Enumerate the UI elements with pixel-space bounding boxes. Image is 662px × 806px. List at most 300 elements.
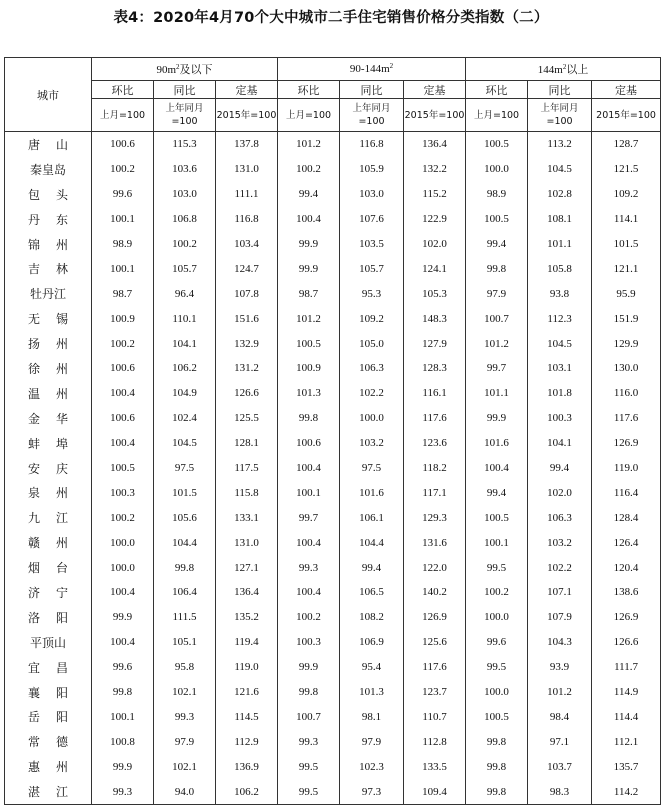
column-header-yoy: 同比 (154, 81, 216, 99)
price-index-table (4, 57, 661, 805)
city-name: 包头 (5, 182, 92, 207)
base-period-label: 上月=100 (466, 99, 528, 132)
index-value: 100.4 (466, 456, 528, 481)
table-row (5, 431, 661, 456)
index-value: 101.3 (278, 381, 340, 406)
table-row (5, 232, 661, 257)
index-value: 101.6 (466, 431, 528, 456)
index-value: 100.2 (466, 580, 528, 605)
index-value: 116.8 (216, 207, 278, 232)
table-row (5, 281, 661, 306)
index-value: 105.0 (340, 331, 404, 356)
index-value: 99.8 (278, 406, 340, 431)
index-value: 99.6 (92, 655, 154, 680)
index-value: 151.6 (216, 306, 278, 331)
index-value: 126.9 (592, 431, 661, 456)
city-name: 无锡 (5, 306, 92, 331)
index-value: 117.6 (404, 655, 466, 680)
index-value: 101.1 (528, 232, 592, 257)
index-value: 100.7 (466, 306, 528, 331)
index-value: 99.5 (278, 754, 340, 779)
index-value: 136.4 (404, 132, 466, 157)
index-value: 106.4 (154, 580, 216, 605)
index-value: 116.4 (592, 480, 661, 505)
index-value: 100.5 (466, 704, 528, 729)
index-value: 100.3 (278, 630, 340, 655)
city-name: 常德 (5, 729, 92, 754)
index-value: 119.4 (216, 630, 278, 655)
index-value: 122.9 (404, 207, 466, 232)
index-value: 100.6 (278, 431, 340, 456)
index-value: 100.0 (466, 680, 528, 705)
table-title: 表4：2020年4月70个大中城市二手住宅销售价格分类指数（二） (113, 10, 549, 26)
index-value: 102.3 (340, 754, 404, 779)
index-value: 99.4 (278, 182, 340, 207)
index-value: 131.0 (216, 157, 278, 182)
index-value: 106.1 (340, 505, 404, 530)
index-value: 99.7 (466, 356, 528, 381)
index-value: 103.6 (154, 157, 216, 182)
index-value: 111.1 (216, 182, 278, 207)
city-name: 惠州 (5, 754, 92, 779)
index-value: 114.1 (592, 207, 661, 232)
index-value: 135.7 (592, 754, 661, 779)
index-value: 100.9 (278, 356, 340, 381)
index-value: 100.0 (340, 406, 404, 431)
index-value: 100.2 (154, 232, 216, 257)
index-value: 97.5 (340, 456, 404, 481)
index-value: 100.5 (466, 132, 528, 157)
index-value: 99.8 (278, 680, 340, 705)
index-value: 99.4 (340, 555, 404, 580)
index-value: 100.0 (92, 555, 154, 580)
city-name: 牡丹江 (5, 281, 92, 306)
index-value: 100.1 (92, 207, 154, 232)
index-value: 107.6 (340, 207, 404, 232)
index-value: 112.8 (404, 729, 466, 754)
table-row (5, 356, 661, 381)
index-value: 112.3 (528, 306, 592, 331)
index-value: 95.4 (340, 655, 404, 680)
base-period-label: 上年同月=100 (154, 99, 216, 132)
index-value: 102.4 (154, 406, 216, 431)
index-value: 99.5 (466, 555, 528, 580)
group-header-medium: $90-144m^2$ (278, 58, 466, 81)
index-value: 126.9 (404, 605, 466, 630)
city-name: 安庆 (5, 456, 92, 481)
index-value: 100.1 (92, 256, 154, 281)
index-value: 100.0 (466, 605, 528, 630)
table-row (5, 530, 661, 555)
index-value: 136.4 (216, 580, 278, 605)
index-value: 99.5 (466, 655, 528, 680)
index-value: 116.0 (592, 381, 661, 406)
index-value: 101.1 (466, 381, 528, 406)
index-value: 106.2 (154, 356, 216, 381)
index-value: 97.9 (340, 729, 404, 754)
index-value: 93.9 (528, 655, 592, 680)
index-value: 106.3 (528, 505, 592, 530)
index-value: 128.3 (404, 356, 466, 381)
index-value: 99.3 (278, 729, 340, 754)
city-name: 蚌埠 (5, 431, 92, 456)
index-value: 103.1 (528, 356, 592, 381)
index-value: 101.6 (340, 480, 404, 505)
index-value: 99.4 (528, 456, 592, 481)
index-value: 109.4 (404, 779, 466, 804)
index-value: 99.8 (154, 555, 216, 580)
index-value: 99.8 (466, 729, 528, 754)
index-value: 131.6 (404, 530, 466, 555)
index-value: 99.8 (466, 256, 528, 281)
index-value: 100.2 (278, 605, 340, 630)
column-header-base: 定基 (216, 81, 278, 99)
index-value: 129.3 (404, 505, 466, 530)
index-value: 100.6 (92, 356, 154, 381)
index-value: 119.0 (216, 655, 278, 680)
index-value: 100.2 (278, 157, 340, 182)
table-row (5, 779, 661, 804)
index-value: 121.5 (592, 157, 661, 182)
city-name: 唐山 (5, 132, 92, 157)
city-name: 吉林 (5, 256, 92, 281)
table-row (5, 406, 661, 431)
index-value: 128.4 (592, 505, 661, 530)
index-value: 101.2 (278, 132, 340, 157)
index-value: 100.4 (278, 207, 340, 232)
index-value: 99.9 (466, 406, 528, 431)
index-value: 102.0 (404, 232, 466, 257)
index-value: 102.0 (528, 480, 592, 505)
table-row (5, 729, 661, 754)
city-name: 湛江 (5, 779, 92, 804)
index-value: 115.3 (154, 132, 216, 157)
index-value: 137.8 (216, 132, 278, 157)
city-name: 烟台 (5, 555, 92, 580)
index-value: 127.1 (216, 555, 278, 580)
index-value: 117.6 (404, 406, 466, 431)
index-value: 98.3 (528, 779, 592, 804)
index-value: 99.8 (92, 680, 154, 705)
index-value: 126.4 (592, 530, 661, 555)
index-value: 126.9 (592, 605, 661, 630)
index-value: 124.1 (404, 256, 466, 281)
index-value: 97.9 (466, 281, 528, 306)
index-value: 100.0 (466, 157, 528, 182)
index-value: 104.1 (154, 331, 216, 356)
index-value: 103.4 (216, 232, 278, 257)
index-value: 110.1 (154, 306, 216, 331)
index-value: 98.7 (278, 281, 340, 306)
index-value: 104.5 (154, 431, 216, 456)
city-name: 洛阳 (5, 605, 92, 630)
index-value: 96.4 (154, 281, 216, 306)
index-value: 105.1 (154, 630, 216, 655)
index-value: 107.1 (528, 580, 592, 605)
index-value: 99.6 (92, 182, 154, 207)
index-value: 104.9 (154, 381, 216, 406)
table-row (5, 680, 661, 705)
index-value: 98.1 (340, 704, 404, 729)
index-value: 99.7 (278, 505, 340, 530)
index-value: 109.2 (592, 182, 661, 207)
index-value: 100.5 (466, 207, 528, 232)
index-value: 129.9 (592, 331, 661, 356)
index-value: 108.2 (340, 605, 404, 630)
index-value: 99.9 (278, 655, 340, 680)
index-value: 99.4 (466, 232, 528, 257)
index-value: 93.8 (528, 281, 592, 306)
index-value: 100.4 (92, 580, 154, 605)
index-value: 112.9 (216, 729, 278, 754)
index-value: 100.4 (278, 456, 340, 481)
index-value: 100.0 (92, 530, 154, 555)
column-header-base: 定基 (404, 81, 466, 99)
index-value: 102.1 (154, 680, 216, 705)
index-value: 111.5 (154, 605, 216, 630)
index-value: 102.8 (528, 182, 592, 207)
index-value: 105.8 (528, 256, 592, 281)
city-name: 秦皇岛 (5, 157, 92, 182)
index-value: 110.7 (404, 704, 466, 729)
city-column-header: 城市 (5, 58, 92, 132)
index-value: 99.3 (92, 779, 154, 804)
index-value: 97.1 (528, 729, 592, 754)
index-value: 116.1 (404, 381, 466, 406)
index-value: 117.6 (592, 406, 661, 431)
index-value: 132.2 (404, 157, 466, 182)
index-value: 112.1 (592, 729, 661, 754)
group-header-small: $90m^2$及以下 (92, 58, 278, 81)
index-value: 109.2 (340, 306, 404, 331)
city-name: 金华 (5, 406, 92, 431)
city-name: 济宁 (5, 580, 92, 605)
index-value: 103.0 (340, 182, 404, 207)
index-value: 105.7 (340, 256, 404, 281)
city-name: 丹东 (5, 207, 92, 232)
index-value: 99.3 (278, 555, 340, 580)
city-name: 平顶山 (5, 630, 92, 655)
index-value: 98.9 (92, 232, 154, 257)
table-row (5, 157, 661, 182)
index-value: 128.1 (216, 431, 278, 456)
index-value: 99.6 (466, 630, 528, 655)
index-value: 104.5 (528, 157, 592, 182)
index-value: 98.7 (92, 281, 154, 306)
table-row (5, 381, 661, 406)
index-value: 136.9 (216, 754, 278, 779)
index-value: 131.0 (216, 530, 278, 555)
index-value: 98.9 (466, 182, 528, 207)
index-value: 111.7 (592, 655, 661, 680)
index-value: 117.5 (216, 456, 278, 481)
index-value: 124.7 (216, 256, 278, 281)
city-name: 宜昌 (5, 655, 92, 680)
city-name: 徐州 (5, 356, 92, 381)
index-value: 108.1 (528, 207, 592, 232)
index-value: 130.0 (592, 356, 661, 381)
index-value: 100.3 (92, 480, 154, 505)
index-value: 107.8 (216, 281, 278, 306)
column-header-base: 定基 (592, 81, 661, 99)
index-value: 103.5 (340, 232, 404, 257)
city-name: 岳阳 (5, 704, 92, 729)
index-value: 105.7 (154, 256, 216, 281)
index-value: 121.1 (592, 256, 661, 281)
index-value: 99.8 (466, 779, 528, 804)
index-value: 97.3 (340, 779, 404, 804)
index-value: 100.4 (92, 630, 154, 655)
index-value: 100.1 (278, 480, 340, 505)
index-value: 100.6 (92, 132, 154, 157)
index-value: 95.9 (592, 281, 661, 306)
index-value: 120.4 (592, 555, 661, 580)
index-value: 114.9 (592, 680, 661, 705)
index-value: 100.1 (466, 530, 528, 555)
index-value: 114.4 (592, 704, 661, 729)
index-value: 121.6 (216, 680, 278, 705)
index-value: 103.2 (528, 530, 592, 555)
index-value: 101.5 (154, 480, 216, 505)
index-value: 123.7 (404, 680, 466, 705)
index-value: 105.6 (154, 505, 216, 530)
table-row (5, 754, 661, 779)
city-name: 赣州 (5, 530, 92, 555)
index-value: 104.4 (154, 530, 216, 555)
index-value: 117.1 (404, 480, 466, 505)
index-value: 99.9 (278, 232, 340, 257)
index-value: 101.2 (278, 306, 340, 331)
index-value: 104.4 (340, 530, 404, 555)
table-row (5, 207, 661, 232)
column-header-yoy: 同比 (528, 81, 592, 99)
city-name: 锦州 (5, 232, 92, 257)
table-row (5, 630, 661, 655)
index-value: 99.8 (466, 754, 528, 779)
index-value: 100.5 (92, 456, 154, 481)
table-row (5, 256, 661, 281)
index-value: 100.5 (278, 331, 340, 356)
index-value: 100.8 (92, 729, 154, 754)
index-value: 132.9 (216, 331, 278, 356)
table-row (5, 182, 661, 207)
index-value: 99.9 (92, 605, 154, 630)
base-period-label: 上年同月=100 (528, 99, 592, 132)
base-period-label: 2015年=100 (404, 99, 466, 132)
index-value: 99.9 (278, 256, 340, 281)
base-period-label: 2015年=100 (592, 99, 661, 132)
index-value: 128.7 (592, 132, 661, 157)
column-header-mom: 环比 (92, 81, 154, 99)
index-value: 135.2 (216, 605, 278, 630)
index-value: 99.9 (92, 754, 154, 779)
column-header-mom: 环比 (278, 81, 340, 99)
index-value: 95.8 (154, 655, 216, 680)
table-row (5, 580, 661, 605)
group-header-large: $144m^2$以上 (466, 58, 661, 81)
index-value: 99.3 (154, 704, 216, 729)
table-row (5, 505, 661, 530)
index-value: 100.1 (92, 704, 154, 729)
index-value: 105.9 (340, 157, 404, 182)
index-value: 116.8 (340, 132, 404, 157)
index-value: 105.3 (404, 281, 466, 306)
index-value: 100.7 (278, 704, 340, 729)
index-value: 118.2 (404, 456, 466, 481)
index-value: 138.6 (592, 580, 661, 605)
index-value: 94.0 (154, 779, 216, 804)
index-value: 123.6 (404, 431, 466, 456)
index-value: 103.0 (154, 182, 216, 207)
index-value: 101.2 (466, 331, 528, 356)
table-row (5, 132, 661, 157)
index-value: 97.9 (154, 729, 216, 754)
table-row (5, 655, 661, 680)
index-value: 100.2 (92, 331, 154, 356)
index-value: 140.2 (404, 580, 466, 605)
table-row (5, 456, 661, 481)
table-row (5, 480, 661, 505)
index-value: 100.4 (278, 530, 340, 555)
index-value: 114.2 (592, 779, 661, 804)
index-value: 113.2 (528, 132, 592, 157)
index-value: 106.3 (340, 356, 404, 381)
index-value: 125.6 (404, 630, 466, 655)
index-value: 99.4 (466, 480, 528, 505)
index-value: 106.8 (154, 207, 216, 232)
index-value: 104.1 (528, 431, 592, 456)
column-header-yoy: 同比 (340, 81, 404, 99)
index-value: 103.2 (340, 431, 404, 456)
index-value: 102.2 (340, 381, 404, 406)
index-value: 126.6 (216, 381, 278, 406)
index-value: 106.2 (216, 779, 278, 804)
table-row (5, 605, 661, 630)
index-value: 106.9 (340, 630, 404, 655)
index-value: 107.9 (528, 605, 592, 630)
index-value: 100.4 (278, 580, 340, 605)
city-name: 九江 (5, 505, 92, 530)
base-period-label: 上月=100 (92, 99, 154, 132)
index-value: 102.2 (528, 555, 592, 580)
index-value: 133.5 (404, 754, 466, 779)
index-value: 148.3 (404, 306, 466, 331)
index-value: 115.8 (216, 480, 278, 505)
index-value: 114.5 (216, 704, 278, 729)
index-value: 151.9 (592, 306, 661, 331)
city-name: 襄阳 (5, 680, 92, 705)
index-value: 100.2 (92, 505, 154, 530)
base-period-label: 上年同月=100 (340, 99, 404, 132)
index-value: 106.5 (340, 580, 404, 605)
index-value: 119.0 (592, 456, 661, 481)
index-value: 131.2 (216, 356, 278, 381)
index-value: 115.2 (404, 182, 466, 207)
index-value: 98.4 (528, 704, 592, 729)
table-row (5, 331, 661, 356)
index-value: 127.9 (404, 331, 466, 356)
index-value: 100.9 (92, 306, 154, 331)
index-value: 100.3 (528, 406, 592, 431)
index-value: 102.1 (154, 754, 216, 779)
base-period-label: 上月=100 (278, 99, 340, 132)
index-value: 101.8 (528, 381, 592, 406)
table-row (5, 704, 661, 729)
index-value: 104.5 (528, 331, 592, 356)
table-row (5, 555, 661, 580)
city-name: 泉州 (5, 480, 92, 505)
index-value: 103.7 (528, 754, 592, 779)
